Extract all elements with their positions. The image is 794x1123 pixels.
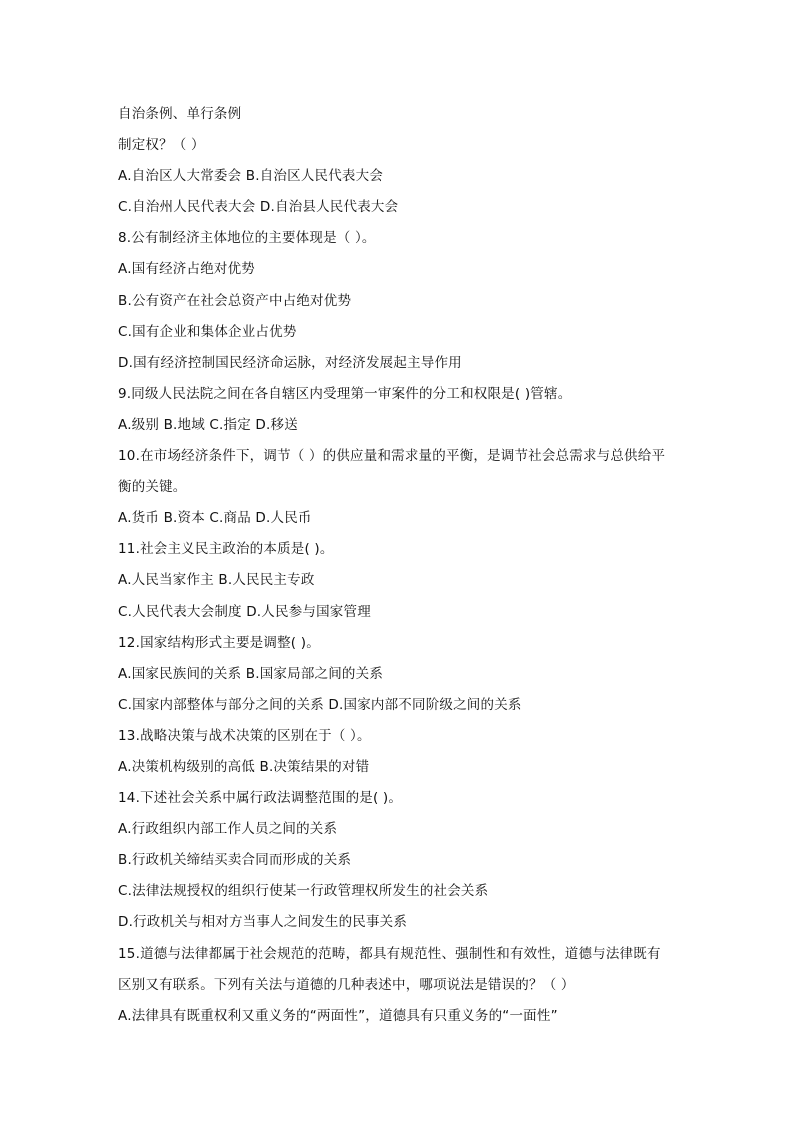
question-13: 13.战略决策与战术决策的区别在于（ ）。	[118, 727, 371, 744]
answer-option-d: D.国有经济控制国民经济命运脉，对经济发展起主导作用	[118, 354, 462, 371]
question-12: 12.国家结构形式主要是调整( )。	[118, 634, 320, 651]
answer-option-a: A.国有经济占绝对优势	[118, 261, 255, 278]
answer-options: C.自治州人民代表大会 D.自治县人民代表大会	[118, 199, 399, 216]
answer-options: A.决策机构级别的高低 B.决策结果的对错	[118, 758, 370, 775]
question-10: 10.在市场经济条件下，调节（ ）的供应量和需求量的平衡，是调节社会总需求与总供给平	[118, 448, 666, 465]
question-15: 15.道德与法律都属于社会规范的范畴，都具有规范性、强制性和有效性，道德与法律既有	[118, 945, 661, 962]
answer-option-a: A.法律具有既重权利又重义务的“两面性”，道德具有只重义务的“一面性”	[118, 1007, 558, 1024]
answer-option-c: C.法律法规授权的组织行使某一行政管理权所发生的社会关系	[118, 883, 489, 900]
question-14: 14.下述社会关系中属行政法调整范围的是( )。	[118, 790, 403, 807]
answer-options: A.货币 B.资本 C.商品 D.人民币	[118, 510, 312, 527]
answer-options: A.级别 B.地域 C.指定 D.移送	[118, 416, 298, 433]
answer-option-d: D.行政机关与相对方当事人之间发生的民事关系	[118, 914, 408, 931]
answer-options: A.国家民族间的关系 B.国家局部之间的关系	[118, 665, 384, 682]
text-line: 自治条例、单行条例	[118, 106, 242, 122]
question-15-continued: 区别又有联系。下列有关法与道德的几种表述中，哪项说法是错误的？（ ）	[118, 976, 575, 993]
question-9: 9.同级人民法院之间在各自辖区内受理第一审案件的分工和权限是( )管辖。	[118, 385, 572, 402]
question-stem: 制定权？（ ）	[118, 137, 205, 154]
answer-options: C.国家内部整体与部分之间的关系 D.国家内部不同阶级之间的关系	[118, 696, 522, 713]
answer-options: A.自治区人大常委会 B.自治区人民代表大会	[118, 168, 384, 185]
answer-option-a: A.行政组织内部工作人员之间的关系	[118, 821, 338, 838]
question-8: 8.公有制经济主体地位的主要体现是（ ）。	[118, 230, 376, 247]
answer-option-b: B.行政机关缔结买卖合同而形成的关系	[118, 852, 352, 869]
answer-option-c: C.国有企业和集体企业占优势	[118, 323, 297, 340]
answer-options: A.人民当家作主 B.人民民主专政	[118, 572, 315, 589]
answer-options: C.人民代表大会制度 D.人民参与国家管理	[118, 603, 371, 620]
question-10-continued: 衡的关键。	[118, 479, 187, 496]
document-body	[118, 99, 678, 1032]
question-11: 11.社会主义民主政治的本质是( )。	[118, 541, 334, 558]
answer-option-b: B.公有资产在社会总资产中占绝对优势	[118, 292, 352, 309]
